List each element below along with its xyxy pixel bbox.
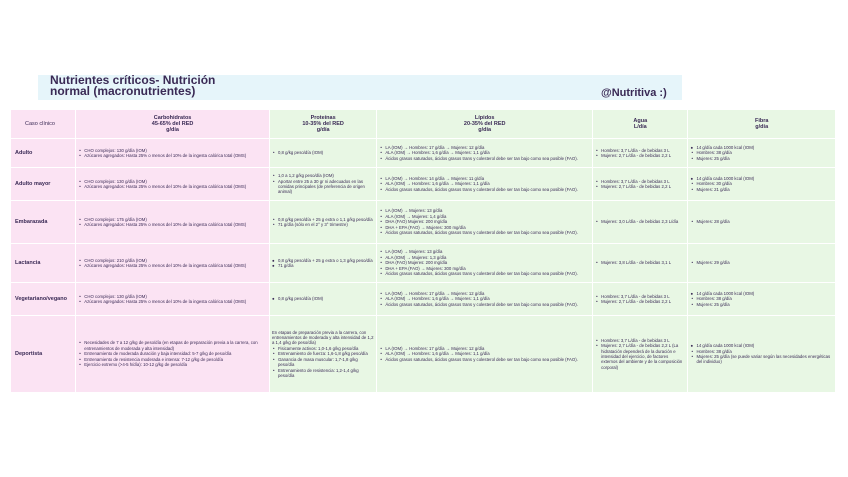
list-item: • 0,8 g/kg peso/día + 25 g extra o 1,1 g/kg peso/día [272,217,374,222]
list-item: • Mujeres: 25 g/día (se puede variar según las necesidades energéticas del individuo) [690,354,833,365]
list-item: • Mujeres: 2,7 L/día - de bebidas 2,2 L [595,153,685,158]
list-item: ● 14 g/día cada 1000 kcal (IOM) [690,176,833,181]
table-row [11,168,835,200]
list-item: • LA (IOM) → Mujeres: 13 g/día [379,249,590,254]
lipids-cell [377,168,592,200]
list-item: • Azúcares agregados: Hasta 25% o menos del 10% de la ingesta calórica total (OMS) [78,153,267,158]
list-item: • Hombres: 3,7 L/día - de bebidas 3 L [595,179,685,184]
fiber-cell [688,283,835,315]
list-item: • ALA (IOM) → Mujeres: 1,3 g/día [379,255,590,260]
list-item: • LA (IOM) → Hombres: 14 g/día → Mujeres: 11 g/día [379,176,590,181]
lipids-cell [377,244,592,282]
list-item: • DHA (FAO) Mujeres: 200 mg/día [379,219,590,224]
list-item: • Azúcares agregados: Hasta 25% o menos del 10% de la ingesta calórica total (OMS) [78,222,267,227]
list-item: • Hombres: 3,7 L/día - de bebidas 3 L [595,294,685,299]
list-item: • Entrenamiento de resistencia moderada e intensa: 7-12 g/kg de peso/día [78,357,267,362]
lipids-cell [377,139,592,167]
list-item: • Hombres: 30 g/día [690,181,833,186]
list-item: • CHO complejos: 130 g/día (IOM) [78,148,267,153]
brand-handle: @Nutritiva :) [601,87,667,99]
list-item: • LA (IOM) → Mujeres: 13 g/día [379,208,590,213]
list-item: • CHO complejos: 210 g/día (IOM) [78,258,267,263]
list-item: • 1,0 a 1,2 g/kg peso/día (IOM) [272,173,374,178]
list-item: • Fisicamente activos: 1,0-1,6 g/kg peso/día [272,346,374,351]
list-item: • Ácidos grasos saturados, ácidos grasos trans y colesterol debe ser tan bajo como sea posible (FAO). [379,156,590,161]
fiber-cell [688,316,835,392]
list-item: • Mujeres: 2,7 L/día - de bebidas 2,2 L [595,184,685,189]
case-name: Adulto mayor [11,168,75,200]
title-line-1: Nutrientes críticos- Nutrición [50,73,216,87]
carbs-cell [76,139,269,167]
list-item: • Mujeres: 28 g/día [690,219,833,224]
carbs-cell [76,168,269,200]
list-item: • Mujeres: 3,0 L/día - de bebidas 2,3 L/día [595,219,685,224]
list-item: • 71 g/día (sólo en el 2° y 3° trimestre) [272,222,374,227]
list-item: • Mujeres: 25 g/día [690,302,833,307]
list-item: • DHA + EPA (FAO) → Mujeres: 300 mg/día [379,225,590,230]
water-cell [593,316,687,392]
table-row [11,316,835,392]
list-item: • Aportar entre 25 a 30 gr ni adecuados en las comidas principales (de preferencia de origen animal) [272,179,374,195]
protein-cell [270,244,376,282]
list-item: • Hombres: 38 g/día [690,349,833,354]
lipids-cell [377,316,592,392]
list-item: ● 14 g/día cada 1000 kcal (IOM) [690,343,833,348]
protein-cell [270,168,376,200]
list-item: • CHO complejos: 130 g/día (IOM) [78,179,267,184]
list-item: • Necesidades de 7 a 12 g/kg de peso/día (en etapas de preparación previa a la carrera, con entrenamientos de moderada y alta intensidad) [78,340,267,351]
list-item: • Ganancia de masa muscular: 1,7-1,8 g/kg peso/día [272,357,374,368]
case-name: Deportista [11,316,75,392]
title-line-2: normal (macronutrientes) [50,84,196,98]
water-cell [593,283,687,315]
list-item: • Ácidos grasos saturados, ácidos grasos trans y colesterol debe ser tan bajo como sea posible (FAO). [379,271,590,276]
list-item: • CHO complejos: 130 g/día (IOM) [78,294,267,299]
list-item: • Mujeres: 29 g/día [690,260,833,265]
list-item: • ALA (IOM) → Hombres: 1,6 g/día → Mujeres: 1,1 g/día [379,351,590,356]
list-item: • DHA + EPA (FAO) → Mujeres: 300 mg/día [379,266,590,271]
list-item: • Ácidos grasos saturados, ácidos grasos trans y colesterol debe ser tan bajo como sea posible (FAO). [379,230,590,235]
table-header-row [11,110,835,138]
list-item: ● 0,8 g/kg peso/día (IOM) [272,296,374,301]
list-item: ● 14 g/día cada 1000 kcal (IOM) [690,291,833,296]
list-item: • Entrenamiento de fuerza: 1,6-1,8 g/kg peso/día [272,351,374,356]
list-item: • Ácidos grasos saturados, ácidos grasos trans y colesterol debe ser tan bajo como sea posible (FAO). [379,302,590,307]
header-water: Agua L/día [593,110,687,138]
table-row [11,283,835,315]
list-item: • 0,8 g/kg peso/día (IOM) [272,150,374,155]
table-row [11,244,835,282]
protein-intro: En etapas de preparación previa a la carrera, con entrenamientos de moderada y alta intensidad de 1,2 a 1,4 g/kg de peso/día) [271,329,374,346]
list-item: • Entrenamiento de moderada duración y baja intensidad: 5-7 g/kg de peso/día [78,351,267,356]
water-cell [593,201,687,243]
list-item: • LA (IOM) → Hombres: 17 g/día → Mujeres: 12 g/día [379,346,590,351]
list-item: ● 0,8 g/kg peso/día + 25 g extra o 1,3 g/kg peso/día [272,258,374,263]
lipids-cell [377,283,592,315]
water-cell [593,244,687,282]
list-item: • Mujeres: 2,7 L/día - de bebidas 2,2 L (La hidratación dependerá de la duración e intensidad del ejercicio, de factores externos del ambiente y de la composición corporal) [595,343,685,370]
protein-cell [270,283,376,315]
list-item: • Azúcares agregados: Hasta 25% o menos del 10% de la ingesta calórica total (OMS) [78,299,267,304]
list-item: • Ácidos grasos saturados, ácidos grasos trans y colesterol debe ser tan bajo como sea posible (FAO). [379,357,590,362]
table-row [11,201,835,243]
protein-cell [270,139,376,167]
list-item: ● 14 g/día cada 1000 kcal (IOM) [690,145,833,150]
lipids-cell [377,201,592,243]
carbs-cell [76,201,269,243]
header-fiber: Fibra g/día [688,110,835,138]
list-item: • CHO complejos: 175 g/día (IOM) [78,217,267,222]
fiber-cell [688,244,835,282]
list-item: • ALA (IOM) → Hombres: 1,6 g/día → Mujeres: 1,1 g/día [379,150,590,155]
header-carbs: Carbohidratos 45-65% del RED g/día [76,110,269,138]
list-item: • DHA (FAO) Mujeres: 200 mg/día [379,260,590,265]
protein-cell [270,316,376,392]
table-row [11,139,835,167]
water-cell [593,139,687,167]
list-item: • Hombres: 3,7 L/día - de bebidas 3 L [595,338,685,343]
list-item: • LA (IOM) → Hombres: 17 g/día → Mujeres: 12 g/día [379,145,590,150]
carbs-cell [76,283,269,315]
fiber-cell [688,139,835,167]
fiber-cell [688,168,835,200]
list-item: • ALA (IOM) → Hombres: 1,6 g/día → Mujeres: 1,1 g/día [379,296,590,301]
fiber-cell [688,201,835,243]
list-item: • Mujeres: 21 g/día [690,187,833,192]
carbs-cell [76,244,269,282]
page-title [50,75,215,97]
header-protein: Proteínas 10-35% del RED g/día [270,110,376,138]
header-lipids: Lípidos 20-35% del RED g/día [377,110,592,138]
water-cell [593,168,687,200]
nutrients-table [10,109,836,393]
list-item: • Mujeres: 2,7 L/día - de bebidas 2,2 L [595,299,685,304]
list-item: • Hombres: 38 g/día [690,296,833,301]
list-item: • Azúcares agregados: Hasta 25% o menos del 10% de la ingesta calórica total (OMS) [78,263,267,268]
list-item: • Hombres: 38 g/día [690,150,833,155]
carbs-cell [76,316,269,392]
list-item: ● 71 g/día [272,263,374,268]
list-item: • Ejercicio extremo (>4-5 h/día): 10-12 g/kg de peso/día [78,362,267,367]
list-item: • Mujeres: 3,8 L/día - de bebidas 3,1 L [595,260,685,265]
case-name: Adulto [11,139,75,167]
case-name: Embarazada [11,201,75,243]
header-case: Caso clínico [11,110,75,138]
list-item: • ALA (IOM) → Mujeres: 1,4 g/día [379,214,590,219]
list-item: • ALA (IOM) → Hombres: 1,6 g/día → Mujeres: 1,1 g/día [379,181,590,186]
case-name: Lactancia [11,244,75,282]
list-item: • Entrenamiento de resistencia: 1,2-1,4 g/kg peso/día [272,368,374,379]
protein-cell [270,201,376,243]
list-item: • Ácidos grasos saturados, ácidos grasos trans y colesterol debe ser tan bajo como sea posible (FAO). [379,187,590,192]
case-name: Vegetariano/vegano [11,283,75,315]
list-item: • LA (IOM) → Hombres: 17 g/día → Mujeres: 12 g/día [379,291,590,296]
list-item: • Hombres: 3,7 L/día - de bebidas 3 L [595,148,685,153]
list-item: • Mujeres: 25 g/día [690,156,833,161]
list-item: • Azúcares agregados: Hasta 25% o menos del 10% de la ingesta calórica total (OMS) [78,184,267,189]
